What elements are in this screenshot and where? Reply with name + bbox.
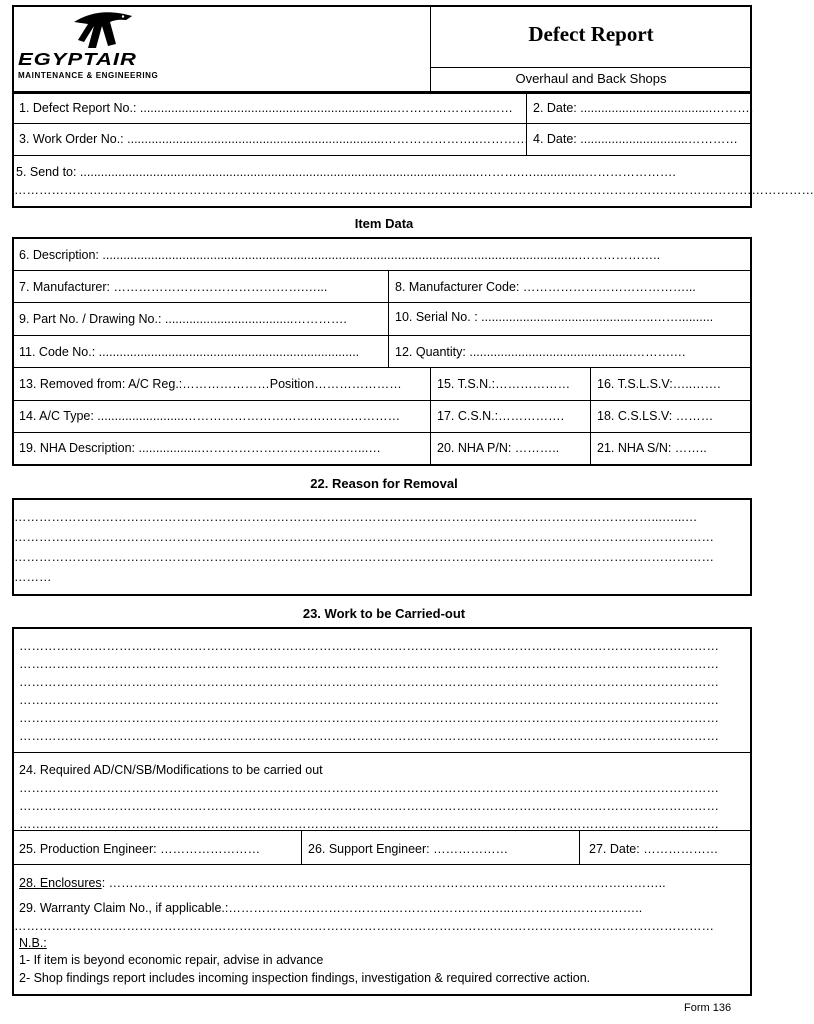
row-line: [13, 432, 751, 433]
send-to-line-2[interactable]: …………………………………………………………………………………………………………………………………………………………………………: [14, 183, 814, 197]
row-line: [13, 155, 751, 156]
nha-sn-field[interactable]: 21. NHA S/N: ……..: [597, 441, 707, 455]
ac-type-field[interactable]: 14. A/C Type: .........................…………………………….………………: [19, 409, 401, 423]
work-line[interactable]: ……………………………………………………………………………………………………………………………………………………: [19, 693, 719, 707]
nb-note-1: 1- If item is beyond economic repair, advise in advance: [19, 953, 324, 967]
manufacturer-field[interactable]: 7. Manufacturer: ……………………………………….…...: [19, 280, 328, 294]
required-ad-line[interactable]: ……………………………………………………………………………………………………………………………………………………: [19, 781, 719, 795]
manufacturer-code-field[interactable]: 8. Manufacturer Code: …………………………………...: [395, 280, 696, 294]
defect-report-no-field[interactable]: 1. Defect Report No.: ..........................................................................………………….……: [19, 101, 513, 115]
nha-pn-field[interactable]: 20. NHA P/N: ………..: [437, 441, 560, 455]
egyptair-logo: [16, 6, 186, 82]
removal-line[interactable]: ………: [14, 570, 52, 584]
row-line: [13, 302, 751, 303]
csn-field[interactable]: 17. C.S.N.:…………….: [437, 409, 565, 423]
serial-no-field[interactable]: 10. Serial No. : ............................................…..……..........: [395, 310, 714, 324]
work-to-be-carried-out-heading: 23. Work to be Carried-out: [302, 606, 466, 621]
page-subtitle: Overhaul and Back Shops: [515, 71, 667, 86]
work-line[interactable]: ……………………………………………………………………………………………………………………………………………………: [19, 729, 719, 743]
work-line[interactable]: ……………………………………………………………………………………………………………………………………………………: [19, 675, 719, 689]
date-field-1[interactable]: 2. Date: ......................................……….: [533, 101, 754, 115]
warranty-claim-field[interactable]: 29. Warranty Claim No., if applicable.:…………………………………………………………..…………………………..: [19, 901, 643, 915]
row-line: [13, 123, 751, 124]
col-line: [301, 830, 302, 864]
tslsv-field[interactable]: 16. T.S.L.S.V:…..…….: [597, 377, 721, 391]
col-line: [430, 367, 431, 465]
col-line: [579, 830, 580, 864]
row-line: [13, 864, 751, 865]
quantity-field[interactable]: 12. Quantity: ...............................................……….…: [395, 345, 687, 359]
form-number: Form 136: [684, 1002, 732, 1014]
nb-note-2: 2- Shop findings report includes incoming inspection findings, investigation & required corrective action.: [19, 971, 591, 985]
production-engineer-field[interactable]: 25. Production Engineer: ……………………: [19, 842, 261, 856]
work-line[interactable]: ……………………………………………………………………………………………………………………………………………………: [19, 711, 719, 725]
removal-line[interactable]: ……………………………………………………………………………………………………………………………………………………: [14, 550, 714, 564]
part-no-field[interactable]: 9. Part No. / Drawing No.: .....................................………….: [19, 312, 347, 326]
tsn-field[interactable]: 15. T.S.N.:………………: [437, 377, 571, 391]
required-ad-label: 24. Required AD/CN/SB/Modifications to be carried out: [19, 763, 323, 777]
col-line: [590, 367, 591, 465]
enclosures-label: 28. Enclosures: [19, 876, 102, 890]
removed-from-field[interactable]: 13. Removed from: A/C Reg.:…………………Position…………………: [19, 377, 402, 391]
support-engineer-field[interactable]: 26. Support Engineer: ………………: [308, 842, 509, 856]
item-data-heading: Item Data: [354, 216, 414, 231]
send-to-field[interactable]: 5. Send to: ...................................................................................................................……….…...............………………….: [16, 165, 676, 179]
falcon-icon: [66, 8, 136, 50]
logo-brand-text: EGYPTAIR: [18, 49, 137, 69]
warranty-claim-line-2[interactable]: ……………………………………………………………………………………………………………………………………………………: [14, 919, 714, 933]
description-field[interactable]: 6. Description: .........................................................................................................................................………………..: [19, 248, 661, 262]
col-line: [388, 270, 389, 367]
page-title: Defect Report: [528, 22, 654, 46]
date-field-2[interactable]: 4. Date: ...............................…………: [533, 132, 738, 146]
cslsv-field[interactable]: 18. C.S.LS.V: ………: [597, 409, 714, 423]
logo-sub-text: MAINTENANCE & ENGINEERING: [18, 71, 159, 80]
nb-label: N.B.:: [19, 936, 47, 950]
header-subtitle-line: [431, 67, 751, 68]
work-line[interactable]: ……………………………………………………………………………………………………………………………………………………: [19, 657, 719, 671]
removal-line[interactable]: ……………………………………………………………………………………………………………………………………………………: [14, 530, 714, 544]
enclosures-field[interactable]: [19, 876, 744, 890]
row-line: [13, 752, 751, 753]
row-line: [13, 335, 751, 336]
reason-for-removal-heading: 22. Reason for Removal: [310, 476, 458, 491]
enclosures-dots: : ……………………………………………………………………………………………………………………..: [101, 876, 666, 890]
required-ad-line[interactable]: ……………………………………………………………………………………………………………………………………………………: [19, 799, 719, 813]
required-ad-line[interactable]: ……………………………………………………………………………………………………………………………………………………: [19, 817, 719, 831]
row-line: [13, 400, 751, 401]
row-line: [13, 367, 751, 368]
work-order-no-field[interactable]: 3. Work Order No.: ..........................................................................…………………..…………: [19, 132, 529, 146]
date-field-3[interactable]: 27. Date: ………………: [589, 842, 719, 856]
removal-line[interactable]: ………………………………………………………………………………………………………………………………………...…...…: [14, 510, 698, 524]
code-no-field[interactable]: 11. Code No.: ...........................................................................: [19, 345, 360, 359]
work-line[interactable]: ……………………………………………………………………………………………………………………………………………………: [19, 639, 719, 653]
nha-description-field[interactable]: 19. NHA Description: ..................…………………………..……...…: [19, 441, 381, 455]
row-line: [13, 270, 751, 271]
